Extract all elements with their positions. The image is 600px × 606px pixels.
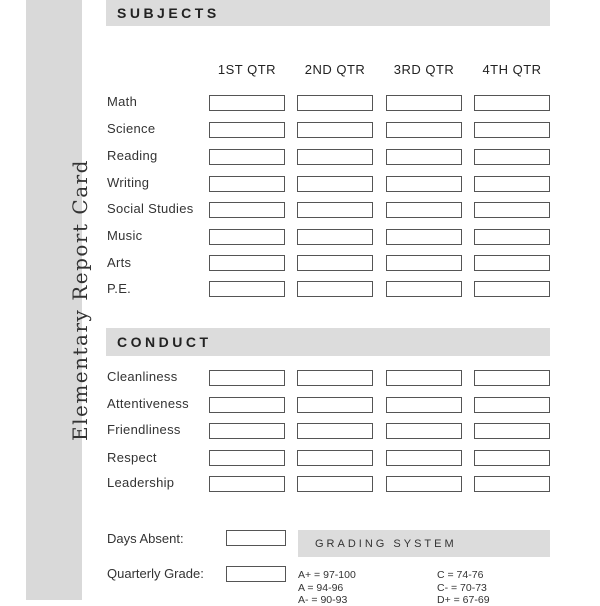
column-header-q4: 4TH QTR [482,62,542,77]
conduct-box-leadership-q4[interactable] [474,476,550,492]
grade-box-reading-q4[interactable] [474,149,550,165]
grade-box-music-q3[interactable] [386,229,462,245]
subject-label: Arts [107,255,132,270]
conduct-box-friendliness-q4[interactable] [474,423,550,439]
conduct-box-attentiveness-q3[interactable] [386,397,462,413]
grade-box-arts-q2[interactable] [297,255,373,271]
grade-box-science-q4[interactable] [474,122,550,138]
conduct-box-cleanliness-q4[interactable] [474,370,550,386]
grade-box-writing-q2[interactable] [297,176,373,192]
grade-box-science-q2[interactable] [297,122,373,138]
grade-box-science-q1[interactable] [209,122,285,138]
conduct-label: Attentiveness [107,396,189,411]
conduct-box-attentiveness-q2[interactable] [297,397,373,413]
grade-box-writing-q1[interactable] [209,176,285,192]
grade-box-pe-q3[interactable] [386,281,462,297]
grading-scale-item: A+ = 97-100 [298,569,356,581]
grading-scale-item: C = 74-76 [437,569,484,581]
conduct-box-cleanliness-q3[interactable] [386,370,462,386]
grade-box-reading-q1[interactable] [209,149,285,165]
grading-scale-item: A = 94-96 [298,582,344,594]
grade-box-reading-q2[interactable] [297,149,373,165]
grade-box-music-q2[interactable] [297,229,373,245]
conduct-box-cleanliness-q1[interactable] [209,370,285,386]
column-header-q1: 1ST QTR [217,62,277,77]
conduct-heading: CONDUCT [117,334,212,350]
conduct-label: Cleanliness [107,369,178,384]
days-absent-box[interactable] [226,530,286,546]
conduct-label: Respect [107,450,157,465]
conduct-box-leadership-q1[interactable] [209,476,285,492]
subject-label: Writing [107,175,150,190]
grade-box-science-q3[interactable] [386,122,462,138]
grade-box-arts-q1[interactable] [209,255,285,271]
grade-box-writing-q4[interactable] [474,176,550,192]
conduct-box-respect-q3[interactable] [386,450,462,466]
conduct-box-respect-q1[interactable] [209,450,285,466]
subject-label: Reading [107,148,158,163]
conduct-box-leadership-q2[interactable] [297,476,373,492]
conduct-label: Friendliness [107,422,181,437]
grade-box-pe-q1[interactable] [209,281,285,297]
conduct-box-respect-q4[interactable] [474,450,550,466]
document-title: Elementary Report Card [68,159,92,441]
subject-label: Math [107,94,138,109]
grade-box-writing-q3[interactable] [386,176,462,192]
conduct-box-cleanliness-q2[interactable] [297,370,373,386]
grade-box-reading-q3[interactable] [386,149,462,165]
grading-scale-item: A- = 90-93 [298,594,348,606]
grade-box-pe-q4[interactable] [474,281,550,297]
grade-box-arts-q4[interactable] [474,255,550,271]
subject-label: Science [107,121,156,136]
grade-box-math-q2[interactable] [297,95,373,111]
column-header-q2: 2ND QTR [304,62,366,77]
conduct-box-attentiveness-q1[interactable] [209,397,285,413]
grade-box-math-q3[interactable] [386,95,462,111]
grade-box-social-studies-q4[interactable] [474,202,550,218]
conduct-box-attentiveness-q4[interactable] [474,397,550,413]
grade-box-arts-q3[interactable] [386,255,462,271]
quarterly-grade-box[interactable] [226,566,286,582]
conduct-box-friendliness-q2[interactable] [297,423,373,439]
sidebar [26,0,92,600]
grade-box-pe-q2[interactable] [297,281,373,297]
grading-scale-item: C- = 70-73 [437,582,487,594]
grade-box-social-studies-q3[interactable] [386,202,462,218]
column-header-q3: 3RD QTR [393,62,455,77]
grade-box-math-q4[interactable] [474,95,550,111]
grade-box-music-q1[interactable] [209,229,285,245]
days-absent-label: Days Absent: [107,531,184,546]
grade-box-math-q1[interactable] [209,95,285,111]
conduct-box-friendliness-q1[interactable] [209,423,285,439]
subject-label: Music [107,228,143,243]
grade-box-music-q4[interactable] [474,229,550,245]
conduct-box-friendliness-q3[interactable] [386,423,462,439]
grade-box-social-studies-q2[interactable] [297,202,373,218]
grading-scale-item: D+ = 67-69 [437,594,490,606]
conduct-box-respect-q2[interactable] [297,450,373,466]
subject-label: P.E. [107,281,132,296]
conduct-label: Leadership [107,475,175,490]
conduct-box-leadership-q3[interactable] [386,476,462,492]
grading-system-heading: GRADING SYSTEM [315,538,457,550]
quarterly-grade-label: Quarterly Grade: [107,566,204,581]
subject-label: Social Studies [107,201,194,216]
subjects-heading: SUBJECTS [117,5,220,21]
grade-box-social-studies-q1[interactable] [209,202,285,218]
